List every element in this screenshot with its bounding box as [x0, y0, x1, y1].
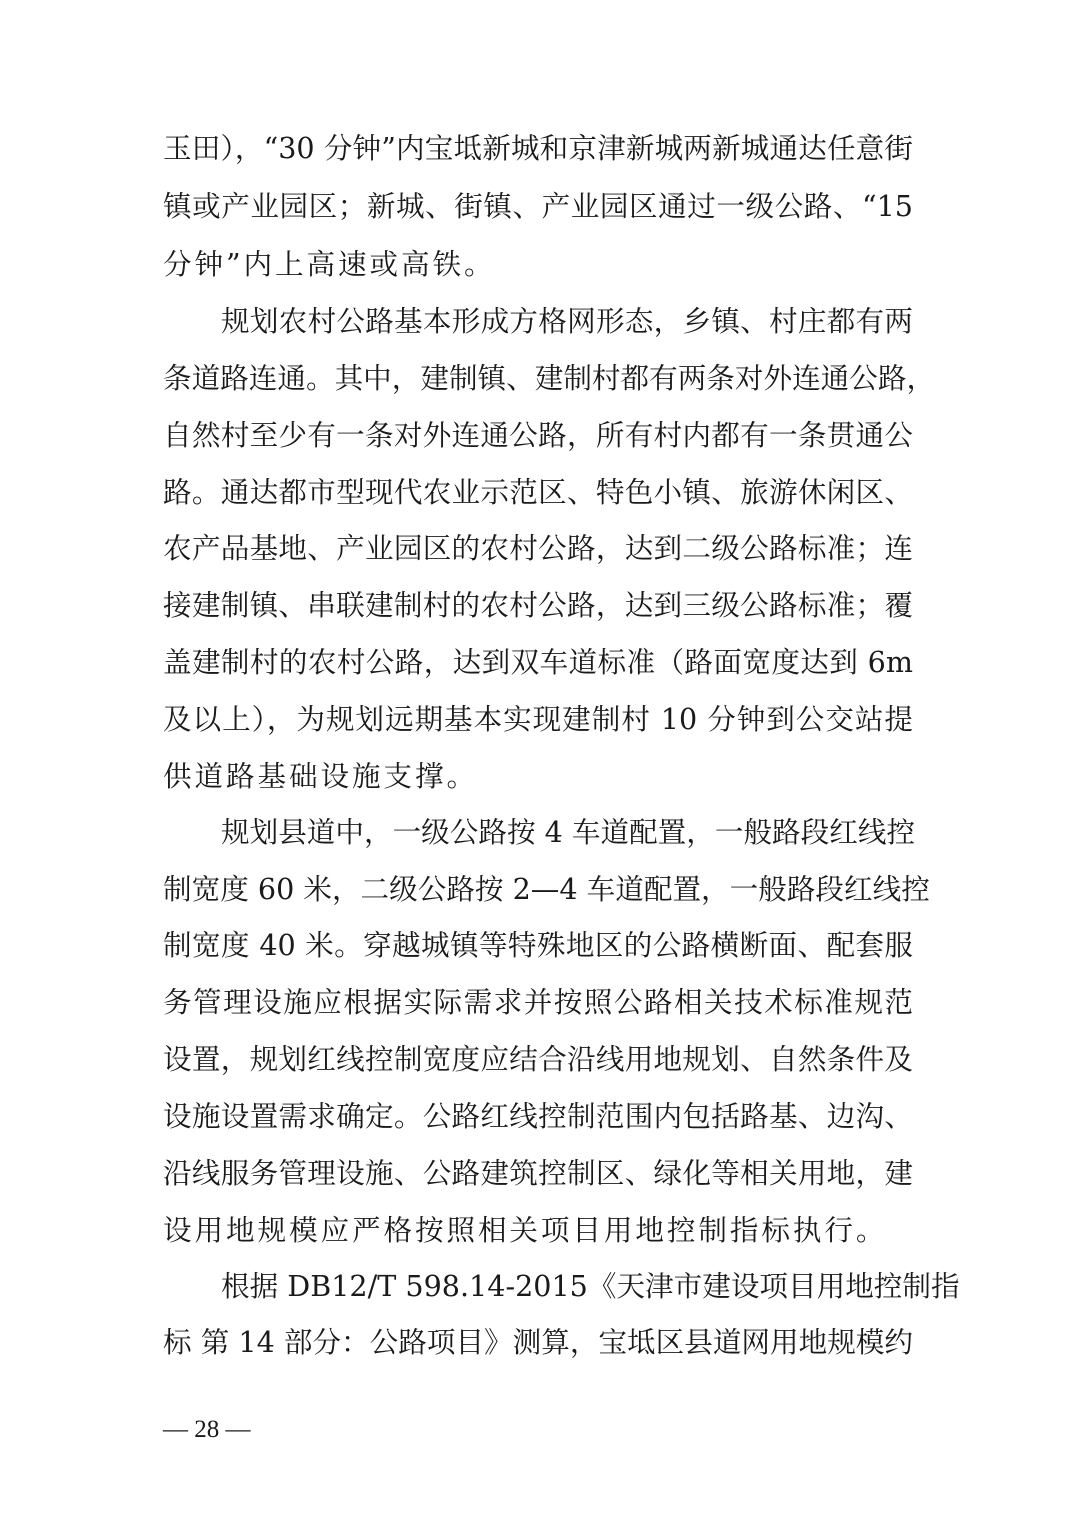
- text-line: 自然村至少有一条对外连通公路，所有村内都有一条贯通公: [163, 418, 913, 452]
- text-line: 农产品基地、产业园区的农村公路，达到二级公路标准；连: [163, 531, 913, 565]
- text-line: 制宽度 40 米。穿越城镇等特殊地区的公路横断面、配套服: [163, 928, 913, 962]
- text-line: 玉田），“30 分钟”内宝坻新城和京津新城两新城通达任意街: [163, 131, 913, 165]
- text-line: 盖建制村的农村公路，达到双车道标准（路面宽度达到 6m: [163, 645, 913, 679]
- text-line: 接建制镇、串联建制村的农村公路，达到三级公路标准；覆: [163, 588, 913, 622]
- text-line: 分钟”内上高速或高铁。: [163, 247, 496, 281]
- page-number: — 28 —: [163, 1416, 251, 1443]
- text-line: 标 第 14 部分：公路项目》测算，宝坻区县道网用地规模约: [163, 1325, 913, 1359]
- paragraph-first-line: 规划农村公路基本形成方格网形态，乡镇、村庄都有两: [221, 304, 913, 338]
- text-line: 供道路基础设施支撑。: [163, 759, 478, 793]
- text-line: 设置，规划红线控制宽度应结合沿线用地规划、自然条件及: [163, 1042, 913, 1076]
- text-line: 条道路连通。其中，建制镇、建制村都有两条对外连通公路，: [163, 361, 936, 395]
- text-line: 沿线服务管理设施、公路建筑控制区、绿化等相关用地，建: [163, 1156, 913, 1190]
- text-line: 路。通达都市型现代农业示范区、特色小镇、旅游休闲区、: [163, 475, 913, 509]
- text-line: 镇或产业园区；新城、街镇、产业园区通过一级公路、“15: [163, 189, 913, 223]
- text-line: 设施设置需求确定。公路红线控制范围内包括路基、边沟、: [163, 1099, 913, 1133]
- paragraph-first-line: 根据 DB12/T 598.14-2015《天津市建设项目用地控制指: [221, 1269, 960, 1303]
- paragraph-first-line: 规划县道中，一级公路按 4 车道配置，一般路段红线控: [221, 815, 916, 849]
- text-line: 制宽度 60 米，二级公路按 2—4 车道配置，一般路段红线控: [163, 872, 930, 906]
- text-line: 及以上），为规划远期基本实现建制村 10 分钟到公交站提: [163, 702, 913, 736]
- text-line: 务管理设施应根据实际需求并按照公路相关技术标准规范: [163, 985, 913, 1019]
- text-line: 设用地规模应严格按照相关项目用地控制指标执行。: [163, 1213, 888, 1247]
